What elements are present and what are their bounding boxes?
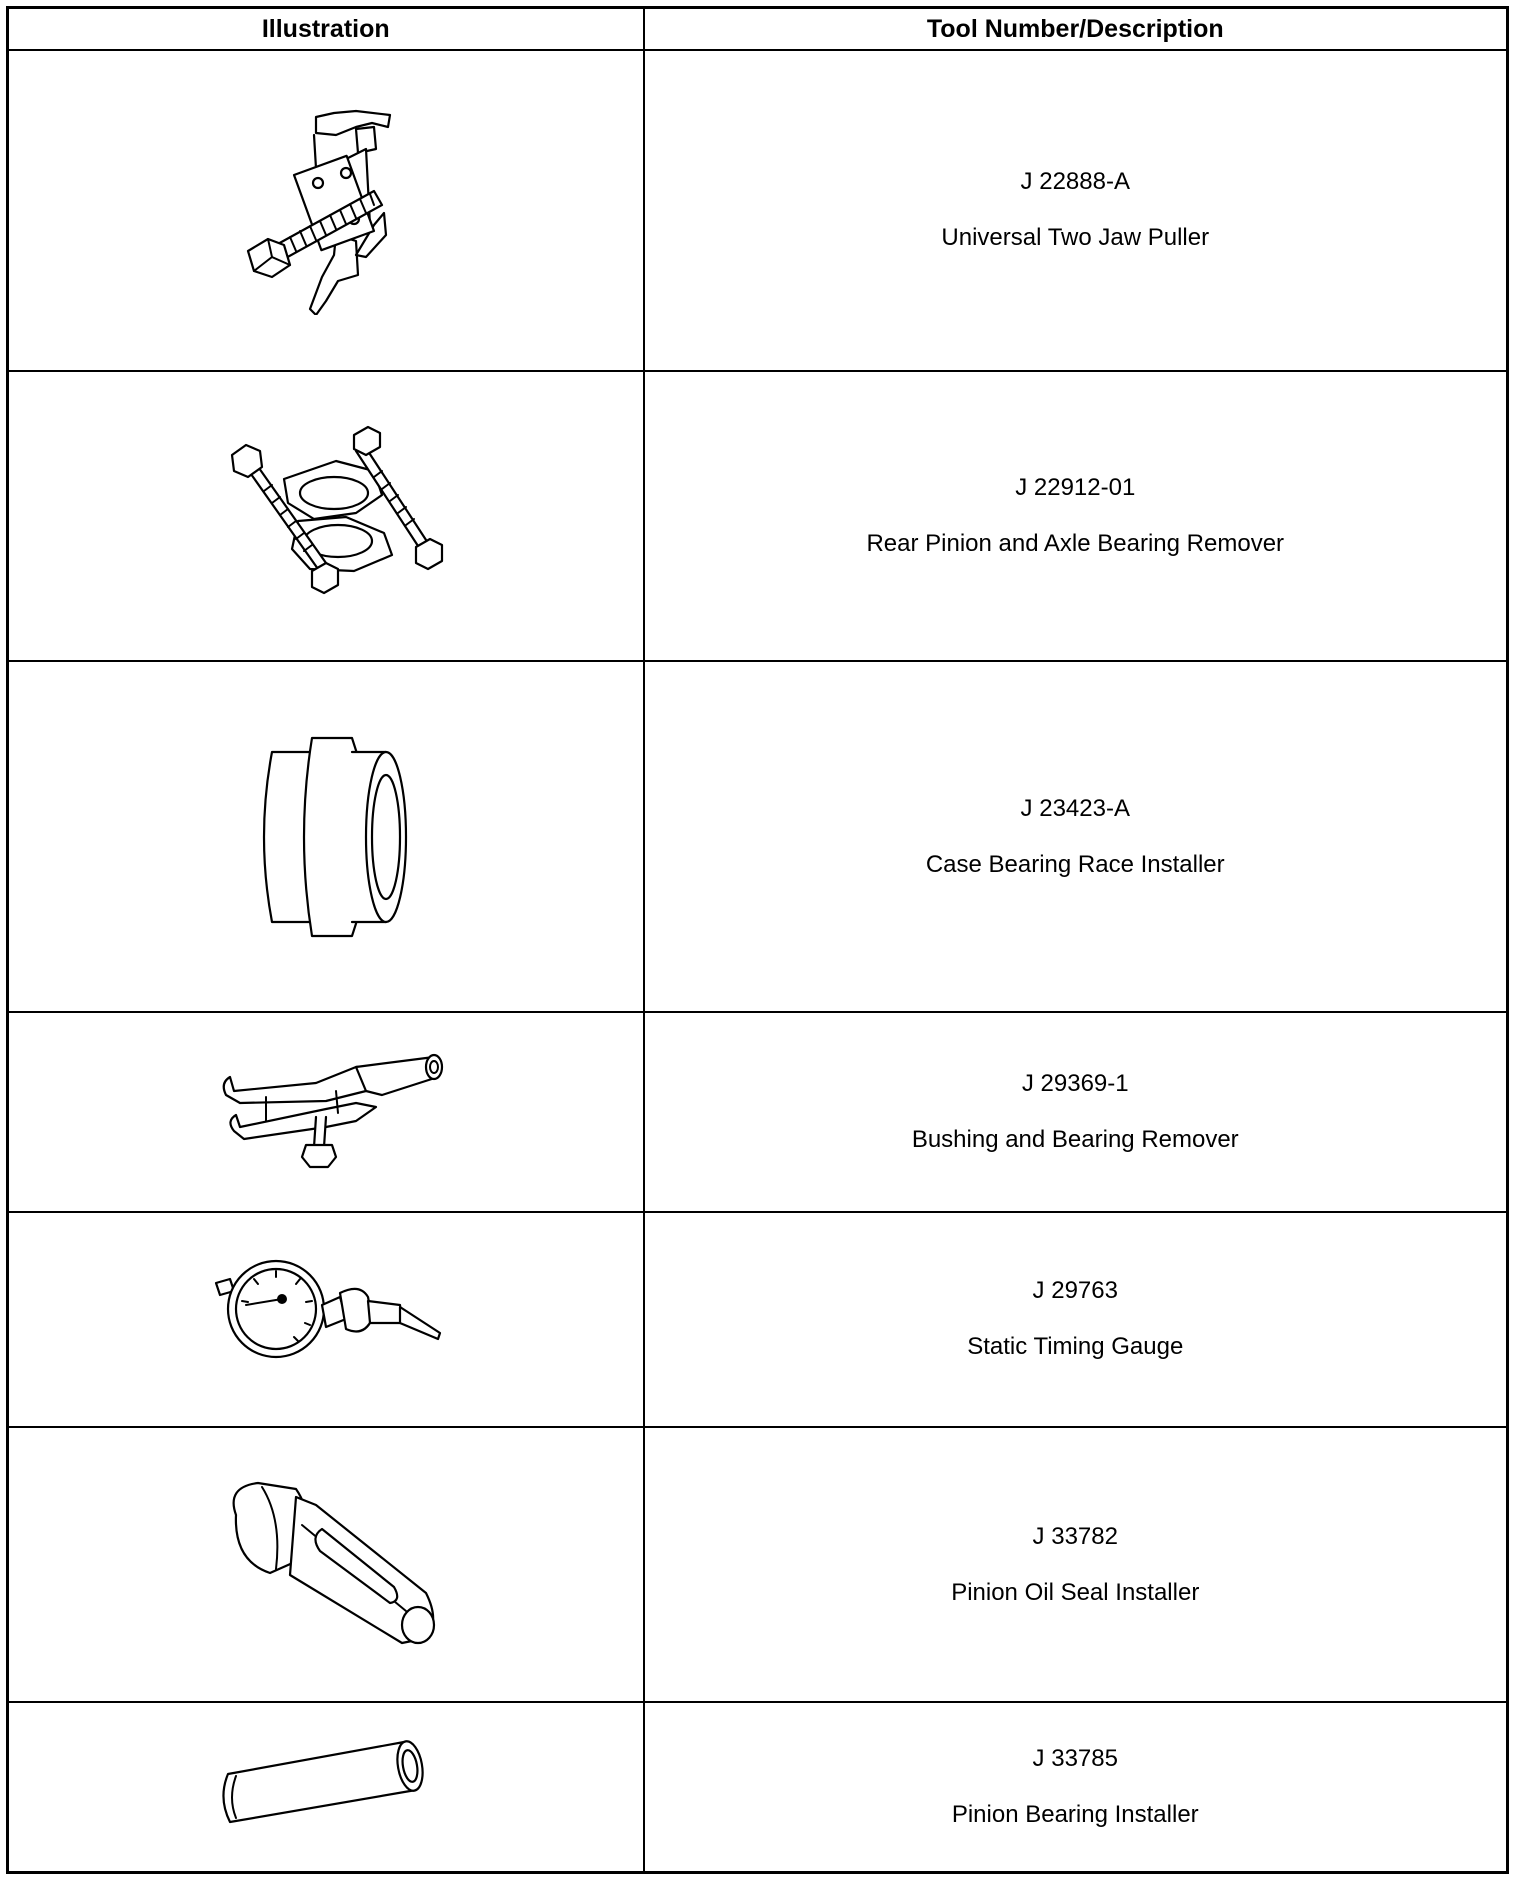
tool-name: Pinion Oil Seal Installer (951, 1578, 1200, 1606)
race-installer-icon (226, 722, 426, 952)
illustration-cell (8, 1212, 644, 1427)
tool-name: Universal Two Jaw Puller (941, 224, 1210, 252)
tool-name: Static Timing Gauge (967, 1333, 1184, 1361)
dial-gauge-icon (206, 1249, 446, 1389)
description-cell (644, 1702, 1508, 1872)
bushing-remover-icon (206, 1047, 446, 1177)
description-cell (644, 1212, 1508, 1427)
bearing-separator-icon (206, 421, 446, 611)
special-tools-table (6, 6, 1509, 1874)
table-row (8, 661, 1508, 1012)
description-cell (644, 1427, 1508, 1702)
illustration-cell (8, 1427, 644, 1702)
header-row (8, 8, 1508, 51)
tool-number: J 22912-01 (1015, 474, 1136, 502)
description-cell (644, 50, 1508, 371)
tool-name: Bushing and Bearing Remover (911, 1126, 1239, 1154)
illustration-cell (8, 371, 644, 662)
illustration-cell (8, 661, 644, 1012)
table-row (8, 371, 1508, 662)
description-header: Tool Number/Description (644, 8, 1508, 51)
illustration-cell (8, 50, 644, 371)
description-cell (644, 1012, 1508, 1212)
bearing-installer-icon (206, 1732, 446, 1842)
tool-number: J 22888-A (1020, 168, 1130, 196)
illustration-cell (8, 1012, 644, 1212)
tool-number: J 29763 (1032, 1277, 1118, 1305)
tool-name: Pinion Bearing Installer (951, 1801, 1199, 1829)
two-jaw-puller-icon (206, 105, 446, 315)
description-cell (644, 371, 1508, 662)
table-row (8, 1012, 1508, 1212)
tool-number: J 33785 (1032, 1745, 1118, 1773)
illustration-header: Illustration (8, 8, 644, 51)
description-cell (644, 661, 1508, 1012)
table-row (8, 50, 1508, 371)
tool-number: J 29369-1 (1021, 1070, 1129, 1098)
table-row (8, 1427, 1508, 1702)
table-row (8, 1212, 1508, 1427)
table-row (8, 1702, 1508, 1872)
seal-installer-icon (206, 1475, 446, 1655)
illustration-cell (8, 1702, 644, 1872)
tool-number: J 33782 (1032, 1522, 1118, 1550)
tool-name: Case Bearing Race Installer (925, 850, 1225, 878)
tool-number: J 23423-A (1020, 794, 1130, 822)
tool-name: Rear Pinion and Axle Bearing Remover (866, 530, 1285, 558)
